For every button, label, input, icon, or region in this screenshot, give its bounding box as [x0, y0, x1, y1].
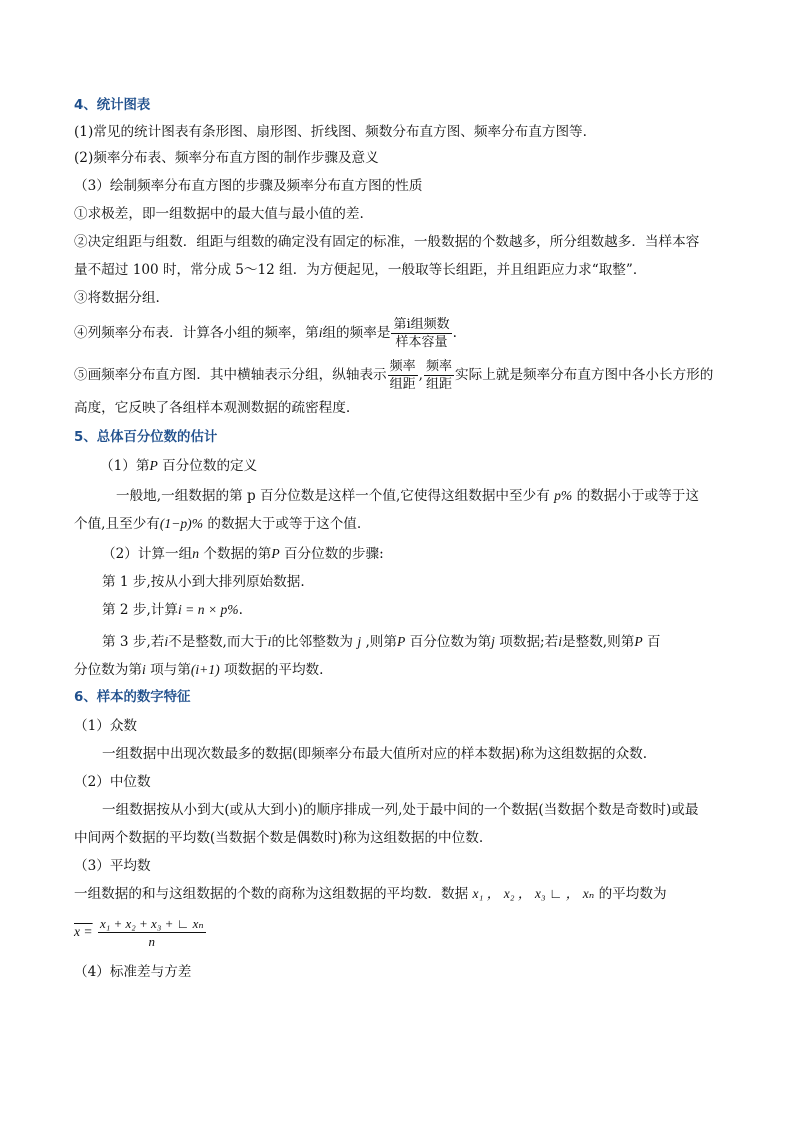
step-group-count-line1: ②决定组距与组数．组距与组数的确定没有固定的标准，一般数据的个数越多，所分组数越多．当样本容: [74, 234, 700, 250]
median-definition-line2: 中间两个数据的平均数(当数据个数是偶数时)称为这组数据的中位数.: [74, 830, 484, 846]
paragraph-histogram-steps: （3）绘制频率分布直方图的步骤及频率分布直方图的性质: [74, 178, 423, 194]
percentile-step-1: 第 1 步,按从小到大排列原始数据.: [102, 574, 305, 590]
section-6-heading: 6、样本的数字特征: [74, 690, 191, 705]
section-4-heading: 4、统计图表: [74, 98, 151, 113]
percentile-definition-title: （1）第P 百分位数的定义: [100, 458, 258, 474]
mode-title: （1）众数: [74, 718, 138, 734]
percentile-definition-line1: 一般地,一组数据的第 p 百分位数是这样一个值,它使得这组数据中至少有 p% 的数据小于或等于这: [116, 488, 699, 504]
section-5-heading: 5、总体百分位数的估计: [74, 430, 218, 445]
median-definition-line1: 一组数据按从小到大(或从大到小)的顺序排成一列,处于最中间的一个数据(当数据个数是奇数时)或最: [102, 802, 699, 818]
ratio-fraction-2: $\frac{\text{频率}}{\text{组距}}$: [426, 359, 453, 392]
percentile-step-3-line1: 第 3 步,若i不是整数,而大于i的比邻整数为 j ,则第P 百分位数为第j 项数据;若i是整数,则第P 百: [102, 634, 661, 650]
step-range: ①求极差，即一组数据中的最大值与最小值的差.: [74, 206, 364, 222]
step-draw-histogram: ⑤画频率分布直方图．其中横轴表示分组，纵轴表示 $\frac{\text{频率}}{\text{组距}}$ , $\frac{\text{频率}}{\text{组距}}$ 实际上就是频率分布直方图中各小长方形的: [74, 359, 714, 392]
std-variance-title: （4）标准差与方差: [74, 964, 192, 980]
paragraph-chart-types: (1)常见的统计图表有条形图、扇形图、折线图、频数分布直方图、频率分布直方图等.: [74, 124, 587, 140]
percentile-steps-title: （2）计算一组n 个数据的第P 百分位数的步骤:: [102, 546, 384, 562]
mean-definition: 一组数据的和与这组数据的个数的商称为这组数据的平均数．数据 x₁ ， x₂ ， x₃ ∟ ， xₙ 的平均数为: [74, 886, 667, 902]
paragraph-frequency-steps: (2)频率分布表、频率分布直方图的制作步骤及意义: [74, 150, 379, 166]
percentile-step-2: 第 2 步,计算i = n × p%.: [102, 602, 243, 618]
mode-definition: 一组数据中出现次数最多的数据(即频率分布最大值所对应的样本数据)称为这组数据的众数.: [102, 746, 648, 762]
percentile-definition-line2: 个值,且至少有(1−p)% 的数据大于或等于这个值.: [74, 516, 362, 532]
step-group-count-line2: 量不超过 100 时，常分成 5～12 组．为方便起见，一般取等长组距，并且组距应力求“取整”．: [74, 262, 647, 278]
ratio-fraction-1: $\frac{\text{频率}}{\text{组距}}$: [389, 359, 416, 392]
mean-title: （3）平均数: [74, 858, 151, 874]
median-title: （2）中位数: [74, 774, 151, 790]
step-grouping: ③将数据分组.: [74, 290, 160, 306]
mean-formula: x = $\frac{\text{x₁ + x₂ + x₃ + ∟ xₙ}}{n}$: [74, 916, 204, 949]
step-draw-histogram-line2: 高度，它反映了各组样本观测数据的疏密程度.: [74, 400, 351, 416]
step-frequency-table: ④列频率分布表．计算各小组的频率，第i组的频率是 $\frac{\text{第i组频数}}{\text{样本容量}}$ .: [74, 317, 457, 350]
mean-fraction: $\frac{\text{x₁ + x₂ + x₃ + ∟ xₙ}}{n}$: [99, 916, 204, 949]
frequency-fraction: $\frac{\text{第i组频数}}{\text{样本容量}}$: [393, 317, 450, 350]
percentile-step-3-line2: 分位数为第i 项与第(i+1) 项数据的平均数.: [74, 662, 324, 678]
